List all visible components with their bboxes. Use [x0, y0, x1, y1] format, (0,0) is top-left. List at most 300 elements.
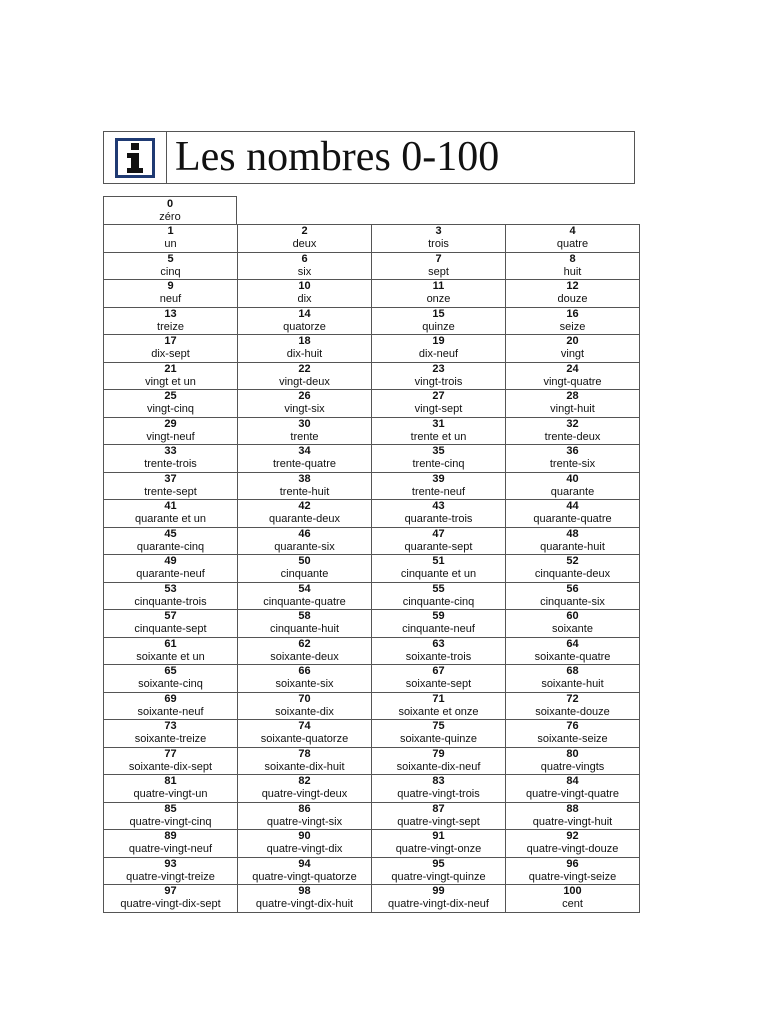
number-digit: 36 — [566, 445, 579, 458]
number-cell — [238, 610, 372, 638]
number-word: vingt-huit — [550, 403, 595, 416]
number-word: trente-six — [549, 458, 596, 471]
number-cell — [238, 390, 372, 418]
number-cell — [506, 280, 640, 308]
number-word: quatre-vingt-dix-huit — [255, 898, 354, 911]
number-digit: 51 — [432, 555, 445, 568]
number-cell — [238, 775, 372, 803]
number-word: soixante-dix-sept — [128, 760, 213, 773]
table-row — [104, 390, 640, 418]
number-word: soixante-douze — [535, 705, 610, 718]
number-digit: 48 — [566, 527, 579, 540]
number-word: vingt-sept — [414, 403, 463, 416]
table-row — [104, 582, 640, 610]
number-word: seize — [559, 320, 586, 333]
number-digit: 16 — [566, 307, 579, 320]
number-digit: 82 — [298, 775, 311, 788]
number-cell — [104, 610, 238, 638]
number-word: vingt-trois — [414, 375, 463, 388]
number-cell — [372, 500, 506, 528]
number-cell — [104, 637, 238, 665]
number-cell — [238, 637, 372, 665]
number-digit: 33 — [164, 445, 177, 458]
number-word: quinze — [422, 320, 455, 333]
number-cell — [238, 885, 372, 913]
number-digit: 68 — [566, 665, 579, 678]
zero-cell — [103, 196, 237, 225]
number-digit: 3 — [435, 225, 442, 238]
number-word: soixante et un — [136, 650, 205, 663]
number-word: quatre-vingt-quinze — [391, 870, 486, 883]
number-word: soixante-huit — [541, 678, 604, 691]
number-word: trois — [428, 238, 449, 251]
number-digit: 84 — [566, 775, 579, 788]
info-glyph — [124, 143, 146, 173]
number-word: vingt-quatre — [543, 375, 602, 388]
number-word: cinquante — [280, 568, 329, 581]
number-word: quatre-vingt-six — [266, 815, 343, 828]
number-digit: 71 — [432, 692, 445, 705]
number-word: quatre-vingt-cinq — [129, 815, 212, 828]
numbers-table — [103, 224, 640, 913]
number-cell — [238, 802, 372, 830]
number-cell — [506, 445, 640, 473]
table-row — [104, 830, 640, 858]
number-cell — [104, 885, 238, 913]
table-row — [104, 720, 640, 748]
number-digit: 67 — [432, 665, 445, 678]
number-cell — [372, 417, 506, 445]
number-cell — [238, 500, 372, 528]
number-digit: 18 — [298, 335, 311, 348]
number-cell — [506, 582, 640, 610]
number-word: quatre-vingt-treize — [126, 870, 215, 883]
number-word: douze — [557, 293, 588, 306]
number-digit: 34 — [298, 445, 311, 458]
number-cell — [506, 335, 640, 363]
number-digit: 80 — [566, 747, 579, 760]
number-word: quatre-vingt-deux — [261, 788, 348, 801]
number-word: dix — [297, 293, 312, 306]
number-digit: 63 — [432, 637, 445, 650]
table-row — [104, 225, 640, 253]
number-cell — [238, 665, 372, 693]
number-cell — [238, 335, 372, 363]
number-word: vingt et un — [145, 375, 196, 388]
number-cell — [372, 830, 506, 858]
number-word: vingt-six — [284, 403, 325, 416]
number-word: quatre-vingt-quatorze — [252, 870, 357, 883]
number-digit: 11 — [432, 280, 445, 293]
number-word: vingt-cinq — [146, 403, 195, 416]
number-cell — [238, 747, 372, 775]
number-cell — [506, 692, 640, 720]
table-row — [104, 555, 640, 583]
number-cell — [506, 555, 640, 583]
number-digit: 44 — [566, 500, 579, 513]
number-cell — [372, 582, 506, 610]
number-digit: 62 — [298, 637, 311, 650]
number-word: vingt — [560, 348, 585, 361]
table-row — [104, 280, 640, 308]
table-row — [104, 637, 640, 665]
table-row — [104, 252, 640, 280]
table-row — [104, 802, 640, 830]
number-digit: 53 — [164, 582, 177, 595]
table-row — [104, 775, 640, 803]
number-word: quatre-vingts — [540, 760, 605, 773]
table-row — [104, 445, 640, 473]
number-cell — [372, 802, 506, 830]
number-word: trente-huit — [279, 485, 330, 498]
number-digit: 31 — [432, 417, 445, 430]
number-digit: 99 — [432, 885, 445, 898]
info-icon — [115, 138, 155, 178]
number-cell — [238, 362, 372, 390]
number-cell — [104, 747, 238, 775]
number-digit: 49 — [164, 555, 177, 568]
number-word: trente — [290, 430, 319, 443]
number-word: deux — [292, 238, 317, 251]
number-digit: 5 — [167, 252, 174, 265]
number-word: dix-sept — [151, 348, 190, 361]
number-word: zéro — [159, 210, 181, 223]
number-word: cinquante-six — [540, 595, 605, 608]
number-cell — [506, 775, 640, 803]
number-word: quarante-six — [274, 540, 335, 553]
number-cell — [238, 830, 372, 858]
number-word: soixante-treize — [134, 733, 207, 746]
number-cell — [104, 252, 238, 280]
number-cell — [506, 362, 640, 390]
number-digit: 92 — [566, 830, 579, 843]
number-word: cinquante-quatre — [263, 595, 346, 608]
number-digit: 61 — [164, 637, 177, 650]
number-digit: 56 — [566, 582, 579, 595]
number-word: quatre-vingt-sept — [397, 815, 480, 828]
number-digit: 81 — [164, 775, 177, 788]
number-word: quarante — [550, 485, 595, 498]
number-digit: 12 — [566, 280, 579, 293]
number-cell — [238, 280, 372, 308]
number-word: huit — [563, 265, 582, 278]
number-digit: 89 — [164, 830, 177, 843]
number-cell — [104, 830, 238, 858]
number-digit: 87 — [432, 802, 445, 815]
number-cell — [372, 390, 506, 418]
number-cell — [372, 445, 506, 473]
number-word: quatorze — [283, 320, 326, 333]
number-word: dix-neuf — [418, 348, 459, 361]
number-digit: 57 — [164, 610, 177, 623]
number-cell — [372, 720, 506, 748]
number-cell — [506, 637, 640, 665]
number-word: quarante-sept — [404, 540, 473, 553]
number-digit: 0 — [166, 197, 174, 210]
number-word: quatre-vingt-dix-neuf — [388, 898, 489, 911]
number-word: quatre-vingt-dix-sept — [120, 898, 221, 911]
number-cell — [506, 252, 640, 280]
number-cell — [372, 747, 506, 775]
number-cell — [506, 747, 640, 775]
table-row — [104, 610, 640, 638]
number-cell — [238, 857, 372, 885]
number-cell — [238, 692, 372, 720]
number-word: dix-huit — [286, 348, 323, 361]
number-word: treize — [157, 320, 184, 333]
number-cell — [506, 417, 640, 445]
number-word: cent — [562, 898, 583, 911]
number-digit: 100 — [563, 885, 582, 898]
number-cell — [372, 775, 506, 803]
number-cell — [104, 472, 238, 500]
number-digit: 41 — [164, 500, 177, 513]
number-digit: 93 — [164, 857, 177, 870]
number-cell — [372, 307, 506, 335]
number-word: six — [297, 265, 312, 278]
number-digit: 47 — [432, 527, 445, 540]
number-cell — [238, 417, 372, 445]
number-word: cinquante et un — [400, 568, 477, 581]
table-row — [104, 747, 640, 775]
number-word: trente-sept — [144, 485, 197, 498]
number-cell — [372, 857, 506, 885]
number-word: soixante-dix-huit — [264, 760, 345, 773]
number-digit: 14 — [298, 307, 311, 320]
number-digit: 83 — [432, 775, 445, 788]
number-digit: 17 — [164, 335, 177, 348]
number-digit: 65 — [164, 665, 177, 678]
number-cell — [506, 830, 640, 858]
number-cell — [104, 335, 238, 363]
number-digit: 73 — [164, 720, 177, 733]
number-cell — [104, 390, 238, 418]
number-cell — [506, 225, 640, 253]
number-word: trente-trois — [144, 458, 197, 471]
number-cell — [506, 857, 640, 885]
number-cell — [238, 582, 372, 610]
number-word: soixante-dix — [275, 705, 334, 718]
number-digit: 69 — [164, 692, 177, 705]
table-row — [104, 335, 640, 363]
number-word: soixante-quinze — [399, 733, 478, 746]
number-digit: 6 — [301, 252, 308, 265]
number-cell — [372, 665, 506, 693]
number-word: quarante et un — [135, 513, 206, 526]
table-row — [104, 665, 640, 693]
number-digit: 4 — [569, 225, 576, 238]
table-row — [104, 362, 640, 390]
number-word: quatre-vingt-douze — [526, 843, 619, 856]
number-digit: 58 — [298, 610, 311, 623]
number-word: trente-deux — [544, 430, 601, 443]
number-word: quatre-vingt-onze — [395, 843, 482, 856]
number-cell — [506, 527, 640, 555]
number-word: cinq — [160, 265, 181, 278]
number-cell — [506, 665, 640, 693]
number-word: soixante-cinq — [138, 678, 203, 691]
number-cell — [372, 362, 506, 390]
number-digit: 55 — [432, 582, 445, 595]
number-digit: 26 — [298, 390, 311, 403]
page-title: Les nombres 0-100 — [175, 134, 500, 180]
number-word: soixante-sept — [405, 678, 472, 691]
number-digit: 46 — [298, 527, 311, 540]
number-cell — [372, 637, 506, 665]
number-word: soixante — [552, 623, 593, 636]
number-digit: 30 — [298, 417, 311, 430]
number-digit: 52 — [566, 555, 579, 568]
number-cell — [506, 390, 640, 418]
number-digit: 60 — [566, 610, 579, 623]
number-cell — [238, 720, 372, 748]
number-word: cinquante-sept — [134, 623, 207, 636]
number-cell — [104, 445, 238, 473]
number-word: soixante-quatorze — [260, 733, 349, 746]
number-word: neuf — [159, 293, 182, 306]
number-cell — [506, 472, 640, 500]
number-word: vingt-neuf — [146, 430, 195, 443]
number-digit: 77 — [164, 747, 177, 760]
number-word: quarante-trois — [404, 513, 473, 526]
number-cell — [104, 280, 238, 308]
number-digit: 38 — [298, 472, 311, 485]
table-row — [104, 857, 640, 885]
number-word: soixante-neuf — [137, 705, 204, 718]
number-digit: 54 — [298, 582, 311, 595]
number-digit: 43 — [432, 500, 445, 513]
number-cell — [372, 527, 506, 555]
number-digit: 50 — [298, 555, 311, 568]
number-word: trente-neuf — [411, 485, 466, 498]
number-cell — [506, 500, 640, 528]
number-cell — [104, 665, 238, 693]
number-digit: 40 — [566, 472, 579, 485]
number-word: vingt-deux — [279, 375, 330, 388]
number-cell — [238, 472, 372, 500]
number-word: quarante-quatre — [533, 513, 612, 526]
number-cell — [506, 885, 640, 913]
number-cell — [372, 472, 506, 500]
number-cell — [104, 857, 238, 885]
number-digit: 97 — [164, 885, 177, 898]
number-digit: 91 — [432, 830, 445, 843]
table-row — [104, 692, 640, 720]
number-word: quatre-vingt-neuf — [128, 843, 213, 856]
number-word: cinquante-cinq — [402, 595, 475, 608]
number-digit: 23 — [432, 362, 445, 375]
number-digit: 2 — [301, 225, 308, 238]
number-word: cinquante-deux — [534, 568, 611, 581]
number-cell — [372, 692, 506, 720]
number-cell — [238, 527, 372, 555]
number-word: quatre — [556, 238, 589, 251]
number-digit: 66 — [298, 665, 311, 678]
number-cell — [238, 555, 372, 583]
number-word: onze — [426, 293, 451, 306]
number-digit: 94 — [298, 857, 311, 870]
number-digit: 64 — [566, 637, 579, 650]
number-digit: 10 — [298, 280, 311, 293]
table-row — [104, 417, 640, 445]
number-cell — [104, 775, 238, 803]
number-digit: 37 — [164, 472, 177, 485]
number-digit: 27 — [432, 390, 445, 403]
number-digit: 28 — [566, 390, 579, 403]
number-word: quatre-vingt-dix — [266, 843, 343, 856]
number-cell — [238, 445, 372, 473]
number-word: soixante-six — [275, 678, 334, 691]
number-digit: 32 — [566, 417, 579, 430]
number-word: trente et un — [410, 430, 467, 443]
number-cell — [506, 610, 640, 638]
number-digit: 39 — [432, 472, 445, 485]
number-digit: 90 — [298, 830, 311, 843]
number-cell — [506, 720, 640, 748]
number-word: quatre-vingt-seize — [528, 870, 617, 883]
number-cell — [372, 885, 506, 913]
number-word: soixante et onze — [398, 705, 479, 718]
number-digit: 72 — [566, 692, 579, 705]
number-word: soixante-deux — [270, 650, 339, 663]
number-cell — [372, 252, 506, 280]
number-cell — [104, 307, 238, 335]
number-cell — [104, 527, 238, 555]
number-digit: 25 — [164, 390, 177, 403]
number-cell — [104, 225, 238, 253]
number-digit: 15 — [432, 307, 445, 320]
number-word: soixante-quatre — [534, 650, 611, 663]
number-word: quarante-cinq — [136, 540, 205, 553]
number-cell — [506, 802, 640, 830]
number-digit: 29 — [164, 417, 177, 430]
table-row — [104, 527, 640, 555]
number-word: trente-quatre — [273, 458, 336, 471]
number-cell — [104, 720, 238, 748]
number-digit: 21 — [164, 362, 177, 375]
number-word: quarante-deux — [269, 513, 340, 526]
number-digit: 79 — [432, 747, 445, 760]
number-digit: 22 — [298, 362, 311, 375]
number-digit: 88 — [566, 802, 579, 815]
number-word: quatre-vingt-trois — [397, 788, 480, 801]
number-digit: 74 — [298, 720, 311, 733]
number-cell — [372, 555, 506, 583]
number-digit: 20 — [566, 335, 579, 348]
icon-cell — [104, 132, 167, 183]
number-cell — [372, 280, 506, 308]
number-cell — [238, 307, 372, 335]
number-digit: 19 — [432, 335, 445, 348]
number-cell — [104, 500, 238, 528]
table-row — [104, 885, 640, 913]
number-cell — [372, 610, 506, 638]
number-cell — [238, 225, 372, 253]
table-row — [104, 307, 640, 335]
number-cell — [104, 802, 238, 830]
number-word: un — [164, 238, 177, 251]
number-word: sept — [428, 265, 449, 278]
number-digit: 9 — [167, 280, 174, 293]
number-word: soixante-dix-neuf — [396, 760, 481, 773]
number-digit: 95 — [432, 857, 445, 870]
number-cell — [104, 692, 238, 720]
number-digit: 75 — [432, 720, 445, 733]
number-digit: 78 — [298, 747, 311, 760]
table-row — [104, 472, 640, 500]
number-word: cinquante-huit — [269, 623, 340, 636]
number-digit: 42 — [298, 500, 311, 513]
